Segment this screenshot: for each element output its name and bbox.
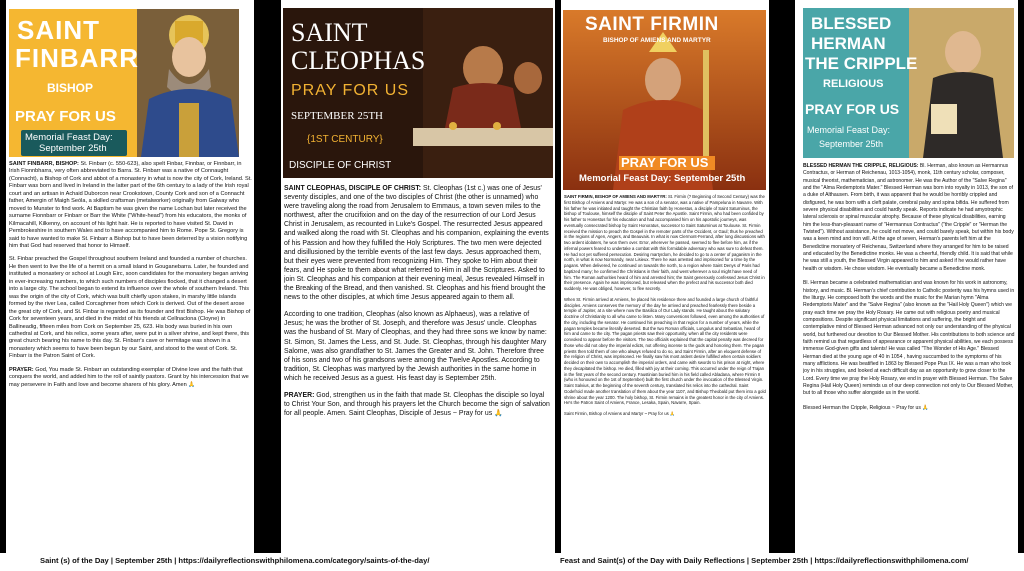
prayer-paragraph: PRAYER: God, strengthen us in the faith that made St. Cleophas the disciple so loyal to Christ Your Son, and through his prayers let the Church become the sign of salvation for all people. Amen. Saint Cleophas, Disciple of Jesus ~ Pray for us 🙏 xyxy=(284,391,550,418)
banner-firmin xyxy=(563,10,766,190)
banner-title-line1: SAINT xyxy=(291,18,368,47)
separator xyxy=(254,0,281,553)
feast-date: September 25th xyxy=(819,139,884,149)
banner-pray: PRAY FOR US xyxy=(15,108,116,125)
banner-subtitle: BISHOP xyxy=(47,81,94,95)
banner-cleophas xyxy=(283,8,553,178)
separator xyxy=(1018,0,1024,553)
banner-pray: PRAY FOR US xyxy=(621,155,709,170)
banner-herman xyxy=(803,8,1014,158)
article-text xyxy=(9,161,252,551)
banner-subtitle: BISHOP OF AMIENS AND MARTYR xyxy=(603,37,711,44)
banner-role: DISCIPLE OF CHRIST xyxy=(289,160,392,171)
footer-left-caption: Saint (s) of the Day | September 25th | https://dailyreflectionswithphilomena.com/category/saints-of-the-day/ xyxy=(40,556,430,565)
paragraph: BLESSED HERMAN THE CRIPPLE, RELIGIOUS: Bl. Herman, also known as Hermannus Contractus, or Herman of Reichenau, 1013-1054), monk, 11th century scholar, composer, musical theorist, mathematician, and astronomer. He was the Author of the "Salve Regina" and the "Alma Redemptoris Mater." Blessed Herman was born into royalty in 1013, the son of a duke of Althausen. From birth, it was apparent that he would be horribly crippled and disfigured, he was born with a cleft palate, cerebral palsy and spina bifida. He suffered from severe physical disabilities and could hardly speak. Reports indicate he had amyotrophic lateral sclerosis or spinal muscular atrophy. Because of these physical disabilities, earning him the less-than-pleasant name of "Hermannus Contractus" ("the Cripple" or "Herman the Twisted"). Without assistance, he could not move, and could barely speak, but within his body was a keen mind and iron will. At the age of seven, Herman's parents left him at the Benedictine monastery of Reichenau, Switzerland where they arranged for him to be raised and educated by the Benedictine monks. He was a cheerful, friendly child. It is said that while he was still a youth, the Blessed Virgin appeared to him and asked if he would rather have health or wisdom. He chose wisdom. He eventually became a Benedictine monk. xyxy=(803,163,1014,272)
panel-cleophas xyxy=(281,0,555,553)
banner-subtitle: RELIGIOUS xyxy=(823,78,884,90)
feast-label: Memorial Feast Day: xyxy=(807,125,891,135)
article-text xyxy=(564,194,766,529)
paragraph: SAINT CLEOPHAS, DISCIPLE OF CHRIST: St. Cleophas (1st c.) was one of Jesus' seventy disciples, and one of the two disciples of Christ (the other is unnamed) who were traveling along the road from Jerusalem to Emmaus, a town seven miles to the northwest, after the crucifixion and on the day of the resurrection of our Lord Jesus Christ in Jerusalem, as recounted in Luke's Gospel. The resurrected Jesus appeared and walked along the road with St. Cleophas and his companion, explaining the events of his Passion and how they fulfilled the Holy Scriptures. The two men were dejected and disillusioned by the terrible events of the last few days. Jesus approached them, but their eyes were prevented from recognizing Him. They spoke to Him about their fears, and He spoke to them about what referred to Him in all the Scriptures. Asked to join St. Cleophas and his companion at their evening meal, Jesus revealed Himself in the Breaking of the Bread, and then vanished. St. Cleophas and his friend brought the news to the other disciples, at which time Jesus appeared again to them all. xyxy=(284,185,549,302)
feast-date: September 25th xyxy=(39,143,107,154)
prayer-paragraph: PRAYER: God, You made St. Finbarr an outstanding exemplar of Divine love and the faith that conquers the world, and added him to the roll of saintly pastors. Grant by his intercession that we may persevere in Faith and love and become sharers of his glory. Amen 🙏 xyxy=(9,366,249,388)
banner-title-line3: THE CRIPPLE xyxy=(805,54,918,73)
paragraph: SAINT FIRMIN, BISHOP OF AMIENS AND MARTYR: St. Firmin (? Beginning of Second Century) was the first Bishop of Amiens and Martyr. He was a son of a senator, was a native of Pampeluna in Navarre. With his father he was initiated and taught the Christian faith by Honestus, a disciple of Saint Saturninus, the bishop of Toulouse, himself the disciple of Saint Peter the Apostle. Saint Firmin, who had been confided by his father to Honestus for his education and had accompanied him on his apostolic journeys, was eventually consecrated bishop by Saint Honoratus, successor to Saint Saturninus at Toulouse. St. Firmin received the mission to preach the Gospel in the remoter parts of the Occident, or Gaul; thus he preached in the regions of Agen, Angers, and Beauvais. In what is now Clermont-Ferrand, after long discussions with two ardent idolaters, he won them over. Error, wherever he passed, seemed to flee before him, as if the infernal powers feared to undertake a combat with this formidable adversary who was sure to defeat them. He had not yet suffered persecution. Desiring martyrdom, he decided to go to a center of paganism in the north, in what is now Normandy, near Lisieux. There he was arrested and imprisoned for a time by the pagans. When delivered, he continued on towards the north, to a region where Saint Denys of Paris had baptized many; he confirmed the Christians in their faith, and went wherever a soul might have need of him. The Roman authorities heard of him and arrested him; the Saint generously confessed Jesus Christ in their presence. Again he was imprisoned, but released when the prefect and his successor both died suddenly. He was obliged, however, to flee secretly. xyxy=(564,194,765,291)
banner-finbarr xyxy=(9,9,239,157)
paragraph: When St. Firmin arrived at Amiens, he placed his residence there and founded a large church of faithful disciples. Amiens conserves the memory of the day he arrived and preached fearlessly there beside a temple of Jupiter, at a site where now the Basilica of Our Lady stands. He taught about the salutary doctrine of Christianity to all who came to listen. Many conversions followed, even among the authorities of the city, including the senator. He continued his preaching in that region for a number of years, while the pagan temples became literally deserted. But the two Roman officials, Longulus and Sebastian, heard of him and came to the city. The pagan priests saw their opportunity, when all the city residents were convoked to appear before the visitors. The two officials explained that the capital penalty was decreed for those who did not obey the imperial edicts, not offering incense to the gods and honoring them. The pagan priests then told them of one who always refused to do so, and Saint Firmin, after an eloquent defense of the religion of Christ, was imprisoned. He finally saw his most ardent desire fulfilled when certain soldiers decided on their own to accomplish the imperial orders, and came with swords to his prison at night, where they decapitated the bishop. He died, filled with joy at their coming. This occurred under the reign of Trajan in the first years of the second century. Faustinian buried him in his field called Abladana, where Firmin II (who is honoured on the 1st of September) built the first church under the invocation of the Blessed Virgin. Saint Salvius, at the beginning of the seventh century, translated his relics into the cathedral. Saint Godefroid made another translation of them about the year 1107, and Bishop Theobald put them into a gold shrine about the year 1200. The holy bishop, St. Firmin remains in the greatest honor in the city of Amiens. He's the Patron Saint of Amiens, France, Lesaka, Spain, Navarre, Spain. xyxy=(564,296,766,406)
banner-date: Memorial Feast Day: September 25th xyxy=(579,173,746,184)
banner-pray: PRAY FOR US xyxy=(805,101,900,117)
closing-paragraph: Blessed Herman the Cripple, Religious ~ Pray for us 🙏 xyxy=(803,404,929,411)
paragraph: Bl. Herman became a celebrated mathematician and was known for his work in astronomy, history, and music. Bl. Herman's chief contribution to Catholic posterity was his hymns used in the liturgy. He composed both the words and the music for the Marian hymn "Alma Redemptoris Mater" and the "Salve Regina" (also known as the "Hail Holy Queen") which we pray each time we pray the Holy Rosary. He came out with religious poetry and musical compositions. Despite significant physical limitations and suffering, the bright and contemplative mind of Blessed Herman advanced not only our understanding of the physical world, but furthered our devotion to Our Blessed Mother. His contributions to both science and faith remind us that regardless of appearance or apparent physical abilities, we each possess immense God-given gifts and talents! He was called "The Wonder of His Age." Blessed Herman died at the young age of 40 in 1054 , having succumbed to the symptoms of his many afflictions. He was beatified in 1863 by Blessed Pope Pius IX. He was a man who took joy in his struggles, and looked at each difficult day as an opportunity to grow closer to the Lord. Every time we pray the Holy Rosary, we end in prayer with Blessed Herman. The Salve Regina (Hail Holy Queen) reminds us of our deep connection not only to Our Blessed Mother, but to all those who suffer alongside us in the world. xyxy=(803,280,1015,397)
separator xyxy=(769,0,795,553)
banner-title-line1: BLESSED xyxy=(811,14,892,33)
paragraph: St. Finbar preached the Gospel throughout southern Ireland and founded a number of churches. He then went to live the life of a hermit on a small island in Gouganebarra. Later, he founded and instituted a monastery or school at Lough Eirc, soon candidates for the monastery began arriving in ever-increasing numbers, to which such numbers of disciples flocked, that it changed a desert into a large city. The school began to extend its influence over the whole of southern Ireland. This was the origin of the city of Cork, which was built chiefly upon stakes, in marshy little islands formed by the river Lea, called Corcaghmer from which Cork is derived. Out of the desert arose the great city of Cork, and St. Finbar is regarded as its founder and first Bishop. He was Bishop of Cork for seventeen years, and died in the midst of his friends at Cellnaclona (Cloyne) in Ballineadig, fifteen miles from Cork on September 25, 623. His body was buried in his own cathedral at Cork, and his relics, some years after, were put in a silver shrine, and kept there, this great church bearing his name to this day. St. Finbarr's cave or hermitage was shown in a monastery which seems to have been begun by our Saint, and stood to the west of Cork. St. Finbarr is the Patron Saint of Cork. xyxy=(9,256,251,360)
banner-century: {1ST CENTURY} xyxy=(307,134,383,145)
article-text xyxy=(284,184,550,504)
feast-day-box xyxy=(21,130,127,156)
closing-paragraph: Saint Firmin, Bishop of Amiens and Martyr ~ Pray for us 🙏 xyxy=(564,411,676,416)
banner-title-line1: SAINT xyxy=(17,15,100,45)
banner-date: SEPTEMBER 25TH xyxy=(291,110,383,122)
banner-title-line2: FINBARR xyxy=(15,43,139,73)
panel-firmin xyxy=(561,0,769,553)
article-text xyxy=(803,163,1015,548)
paragraph: SAINT FINBARR, BISHOP: St. Finbarr (c. 550-623), also spelt Finbar, Finnbar, or Finnbarr, in Irish Fionnbharra, very often abbreviated to Barra. St. Finbarr was a native of Connaught (Connacht), a Bishop of Cork and abbot of a monastery in what is now the city of Cork, Ireland. St. Finbarr was born and lived in Ireland in the latter part of the 6th century to a lady of the Irish royal court and an artisan in Achaid Duborcon near Crookstown, County Cork and son of a Connacht father, Amergin of Maigh Seóla, a skilled craftsman (metalworker) originally from Galway who moved to Munster to find work. At Baptism he was given the name Lochan but later received the surname Fionnbarr or Finbarr or Barr the White ("White-head") from his educators, the monks of Kilmacahill, Kilkenny, on account of his light hair. He is reported to have visited St. David in Pembrokeshire in southern Wales and to have accompanied him to Rome. Pope St. Gregory is said to have wanted to make St. Finbarr a Bishop but to have been deterred by a vision notifying him that God had reserved that honor to Himself. xyxy=(9,161,252,249)
panel-herman xyxy=(795,0,1018,553)
panel-finbarr xyxy=(6,0,254,553)
banner-title: SAINT FIRMIN xyxy=(585,14,719,35)
banner-title-line2: CLEOPHAS xyxy=(291,46,426,75)
footer-right-caption: Feast and Saint(s) of the Day with Daily Reflections | September 25th | https://dailyreflectionswithphilomena.com/ xyxy=(560,556,969,565)
banner-title-line2: HERMAN xyxy=(811,34,886,53)
paragraph: According to one tradition, Cleophas (also known as Alphaeus), was a relative of Jesus; he was the brother of St. Joseph, and therefore was Jesus' uncle. Cleophas was the husband of St. Mary of Cleophas, and they had three sons we know by name: St. Simon, St. James the Less, and St. Jude. St. Cleophas, through his daughter Mary Salome, was also grandfather to St. James the Greater and St. John. Therefore three of his sons and two of his grandsons were among the Twelve Apostles. According to tradition, St. Cleophas was martyred by the Jewish authorities in the same home in which he received Jesus as a guest. His feast day is September 25th. xyxy=(284,311,547,382)
pray-box xyxy=(619,156,715,170)
feast-label: Memorial Feast Day: xyxy=(25,132,113,143)
banner-pray: PRAY FOR US xyxy=(291,82,409,99)
